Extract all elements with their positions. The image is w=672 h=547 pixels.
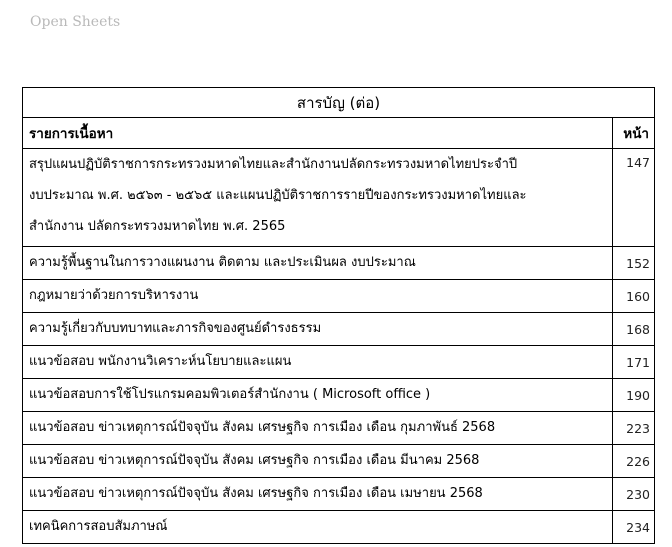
- table-row: [23, 412, 655, 445]
- toc-entry-line: งบประมาณ พ.ศ. ๒๕๖๓ - ๒๕๖๕ และแผนปฏิบัติราชการรายปีของกระทรวงมหาดไทยและ: [29, 188, 527, 203]
- toc-page-number: 152: [613, 247, 655, 280]
- column-header-page: หน้า: [613, 118, 655, 149]
- toc-entry: กฎหมายว่าด้วยการบริหารงาน: [23, 280, 613, 313]
- toc-entry: [23, 149, 613, 247]
- toc-entry: แนวข้อสอบ พนักงานวิเคราะห์นโยบายและแผน: [23, 346, 613, 379]
- toc-page-number: 147: [613, 149, 655, 247]
- column-header-content: รายการเนื้อหา: [23, 118, 613, 149]
- toc-page-number: 230: [613, 478, 655, 511]
- table-row: [23, 379, 655, 412]
- app-watermark: Open Sheets: [30, 14, 121, 30]
- toc-entry: ความรู้พื้นฐานในการวางแผนงาน ติดตาม และประเมินผล งบประมาณ: [23, 247, 613, 280]
- toc-page-number: 223: [613, 412, 655, 445]
- toc-entry: แนวข้อสอบ ข่าวเหตุการณ์ปัจจุบัน สังคม เศรษฐกิจ การเมือง เดือน กุมภาพันธ์ 2568: [23, 412, 613, 445]
- toc-title: สารบัญ (ต่อ): [23, 88, 655, 118]
- toc-entry: แนวข้อสอบการใช้โปรแกรมคอมพิวเตอร์สำนักงาน ( Microsoft office ): [23, 379, 613, 412]
- toc-entry-line: สรุปแผนปฏิบัติราชการกระทรวงมหาดไทยและสำนักงานปลัดกระทรวงมหาดไทยประจำปี: [29, 157, 518, 172]
- toc-page-number: 234: [613, 511, 655, 544]
- toc-page-number: 171: [613, 346, 655, 379]
- toc-entry: เทคนิคการสอบสัมภาษณ์: [23, 511, 613, 544]
- table-row: [23, 511, 655, 544]
- table-of-contents: [22, 87, 655, 544]
- toc-entry: ความรู้เกี่ยวกับบทบาทและภารกิจของศูนย์ดำรงธรรม: [23, 313, 613, 346]
- toc-entry: แนวข้อสอบ ข่าวเหตุการณ์ปัจจุบัน สังคม เศรษฐกิจ การเมือง เดือน เมษายน 2568: [23, 478, 613, 511]
- toc-page-number: 226: [613, 445, 655, 478]
- toc-page-number: 190: [613, 379, 655, 412]
- table-row: [23, 280, 655, 313]
- toc-entry: แนวข้อสอบ ข่าวเหตุการณ์ปัจจุบัน สังคม เศรษฐกิจ การเมือง เดือน มีนาคม 2568: [23, 445, 613, 478]
- toc-entry-line: สำนักงาน ปลัดกระทรวงมหาดไทย พ.ศ. 2565: [29, 219, 286, 234]
- toc-page-number: 160: [613, 280, 655, 313]
- table-row: [23, 149, 655, 247]
- table-row: [23, 478, 655, 511]
- table-row: [23, 346, 655, 379]
- toc-page-number: 168: [613, 313, 655, 346]
- table-row: [23, 313, 655, 346]
- table-row: [23, 247, 655, 280]
- table-row: [23, 445, 655, 478]
